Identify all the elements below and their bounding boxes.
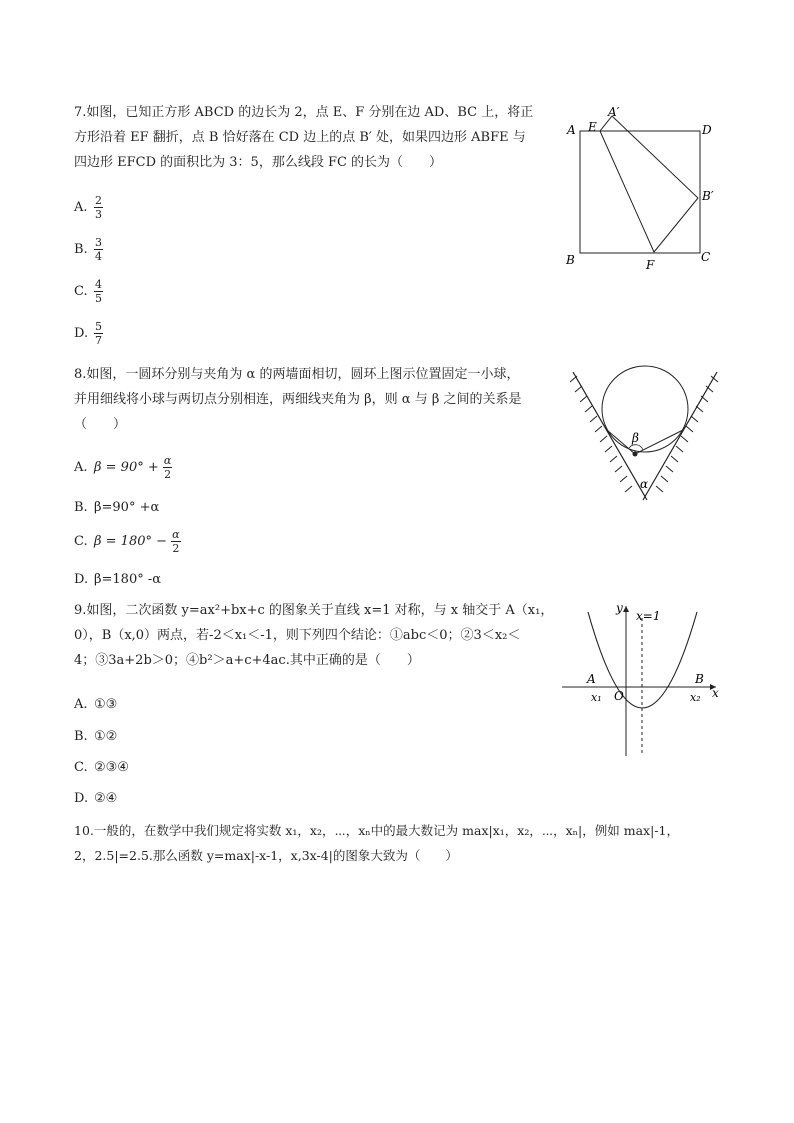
option-text: β=90° +α <box>94 500 160 515</box>
option-text: ①③ <box>94 697 118 712</box>
point-b-label: B <box>695 672 704 686</box>
fraction-denominator: 7 <box>95 334 102 347</box>
option-label: D. <box>74 326 89 341</box>
q7-square-figure <box>560 104 730 276</box>
q9-option-c[interactable] <box>74 760 129 775</box>
left-wall-hatching <box>570 376 632 492</box>
fraction <box>94 320 103 347</box>
fraction-denominator: 4 <box>95 250 102 263</box>
fraction-numerator: 3 <box>95 236 102 249</box>
q9-option-b[interactable] <box>74 729 117 744</box>
fraction <box>94 194 103 221</box>
option-text: ①② <box>94 729 118 744</box>
option-label: B. <box>74 500 88 515</box>
string-left <box>607 430 635 454</box>
question-8 <box>74 362 554 437</box>
label-e: E <box>588 120 597 134</box>
option-text: ②③④ <box>94 760 129 775</box>
q7-option-a[interactable] <box>74 194 103 221</box>
question-8-line-3: （ ） <box>74 417 127 432</box>
option-label: B. <box>74 242 88 257</box>
option-label: C. <box>74 534 88 549</box>
q7-option-c[interactable] <box>74 278 103 305</box>
label-c: C <box>701 250 711 264</box>
fraction-numerator: α <box>172 528 180 541</box>
option-text: ②④ <box>94 791 118 806</box>
q8-option-b[interactable] <box>74 500 159 515</box>
fraction <box>171 528 180 555</box>
folded-quadrilateral <box>600 116 698 252</box>
x1-label: x₁ <box>591 691 602 704</box>
question-10 <box>74 818 734 868</box>
y-axis-label: y <box>616 601 623 615</box>
option-label: A. <box>74 460 88 475</box>
option-expression: β = 90° + <box>94 460 163 475</box>
fraction-denominator: 2 <box>164 468 172 481</box>
q9-parabola-figure <box>560 600 728 760</box>
question-7-line-3: 四边形 EFCD 的面积比为 3：5，那么线段 FC 的长为（ ） <box>74 155 443 170</box>
question-9-line-3: 4；③3a+2b＞0；④b²＞a+c+4ac.其中正确的是（ ） <box>74 653 420 668</box>
ring <box>602 366 688 452</box>
q7-option-d[interactable] <box>74 320 103 347</box>
q9-option-d[interactable] <box>74 791 117 806</box>
right-wall-hatching <box>656 376 718 492</box>
q9-option-a[interactable] <box>74 697 117 712</box>
x2-label: x₂ <box>690 691 701 704</box>
option-label: A. <box>74 697 88 712</box>
fraction <box>163 454 172 481</box>
origin-label: O <box>614 689 624 703</box>
question-10-line-1: 10.一般的，在数学中我们规定将实数 x₁，x₂，⋯，xₙ中的最大数记为 max|x₁，x₂，⋯，xₙ|，例如 max|-1， <box>74 823 679 838</box>
option-label: B. <box>74 729 88 744</box>
question-7 <box>74 100 554 175</box>
question-7-line-2: 方形沿着 EF 翻折，点 B 恰好落在 CD 边上的点 B′ 处，如果四边形 ABFE 与 <box>74 130 526 145</box>
label-f: F <box>646 258 655 272</box>
option-label: C. <box>74 284 88 299</box>
question-9-line-1: 9.如图，二次函数 y=ax²+bx+c 的图象关于直线 x=1 对称，与 x 轴交于 A（x₁， <box>74 603 554 618</box>
option-text: β=180° -α <box>94 572 162 587</box>
point-a-label: A <box>587 672 596 686</box>
option-label: D. <box>74 572 89 587</box>
fraction-denominator: 5 <box>95 292 102 305</box>
option-label: D. <box>74 791 89 806</box>
question-9 <box>74 598 554 673</box>
right-wall <box>643 372 717 500</box>
q7-option-b[interactable] <box>74 236 103 263</box>
label-a-prime: A′ <box>608 105 620 119</box>
square-abcd <box>580 131 700 253</box>
q8-option-c[interactable] <box>74 528 181 555</box>
fraction-numerator: α <box>163 454 172 467</box>
question-8-line-2: 并用细线将小球与两切点分别相连，两细线夹角为 β，则 α 与 β 之间的关系是 <box>74 392 522 407</box>
string-right <box>635 430 683 454</box>
question-9-line-2: 0），B（x,0）两点，若-2＜x₁＜-1，则下列四个结论：①abc＜0；②3＜x₂＜ <box>74 628 521 643</box>
q8-ring-figure <box>565 362 725 502</box>
small-ball <box>633 452 638 457</box>
question-7-line-1: 7.如图，已知正方形 ABCD 的边长为 2，点 E、F 分别在边 AD、BC 上，将正 <box>74 105 534 120</box>
question-8-line-1: 8.如图，一圆环分别与夹角为 α 的两墙面相切，圆环上图示位置固定一小球， <box>74 367 520 382</box>
symmetry-axis-label: x=1 <box>636 609 661 623</box>
label-d: D <box>702 123 712 137</box>
fraction-numerator: 5 <box>95 320 102 333</box>
label-b: B <box>566 253 575 267</box>
fraction-numerator: 2 <box>95 194 102 207</box>
x-axis-label: x <box>712 686 719 700</box>
fraction-numerator: 4 <box>95 278 102 291</box>
q8-option-d[interactable] <box>74 572 161 587</box>
label-a: A <box>567 123 576 137</box>
option-label: A. <box>74 200 88 215</box>
option-expression: β = 180° − <box>94 534 172 549</box>
fraction <box>94 236 103 263</box>
fraction-denominator: 3 <box>95 208 102 221</box>
alpha-label: α <box>640 477 649 491</box>
option-label: C. <box>74 760 88 775</box>
label-b-prime: B′ <box>702 189 714 203</box>
question-10-line-2: 2，2.5|=2.5.那么函数 y=max|-x-1，x,3x-4|的图象大致为（ ） <box>74 848 458 863</box>
q8-option-a[interactable] <box>74 454 172 481</box>
fraction-denominator: 2 <box>172 542 180 555</box>
fraction <box>94 278 103 305</box>
beta-label: β <box>632 431 639 445</box>
